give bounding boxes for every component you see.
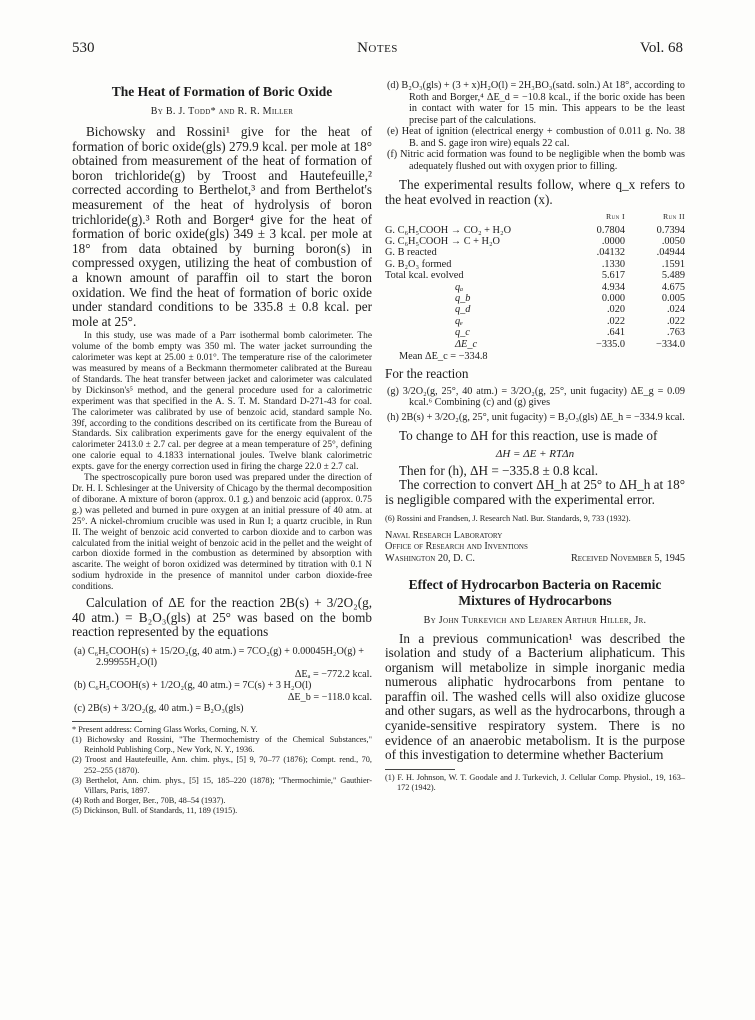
change-paragraph: To change to ΔH for this reaction, use is made of — [399, 428, 658, 444]
table-row: q_c .641 .763 — [455, 327, 685, 339]
article2-paragraph: In a previous communication¹ was described the isolation and study of a Bacterium aliphaticum. This organism will metabolize in simple inorganic media numerous aliphatic hydrocarbons from pentane to paraffin oil. The washed cells will also oxidize glucose and other sugars, as well as the hydrocarbons, through a cyanide-sensitive respiratory system. There is no evidence of an anaerobic metabolism. It is the purpose of this investigation to determine whether Bacterium — [385, 630, 685, 763]
footnote: (4) Roth and Borger, Ber., 70B, 48–54 (1937). — [72, 796, 226, 806]
running-title: Notes — [357, 40, 398, 56]
equation-e: (e) Heat of ignition (electrical energy + combustion of 0.011 g. No. 38 B. and S. gage iron wire) equals 22 cal. — [387, 126, 685, 149]
page-header — [72, 40, 683, 62]
equation-b: (b) C₆H₅COOH(s) + 1/2O₂(g, 40 atm.) = 7C(s) + 3 H₂O(l) — [74, 680, 312, 692]
method-paragraph: In this study, use was made of a Parr isothermal bomb calorimeter. The volume of the bomb empty was 350 ml. The water jacket surrounding the calorimeter was kept at 25.00 ± 0.01°. The temperature rise of the calorimeter was measured by means of a Beckmann thermometer calibrated at the Bureau of Standards. The heat transfer between jacket and calorimeter was calculated by Dickinson's⁵ method, and the general procedure used for a calorimetric experiment was that specified in the A. S. T. M. Standard D-271-43 for coal. The calorimeter was calibrated by use of benzoic acid, standard sample No. 39f, according to the conditions described on its certificate from the Bureau of Standards. Six calibration experiments gave for the energy equivalent of the calorimeter 2413.0 ± 2.7 cal. per degree at a mean temperature of 25°, defining one calorie equal to 4.1833 international joules. Twelve blank calorimetric expts. gave for the energy correction used in firing the charge 22.0 ± 2.7 cal. — [72, 331, 372, 473]
equation-list — [72, 646, 372, 715]
article2-byline: By John Turkevich and Lejaren Arthur Hiller, Jr. — [423, 614, 647, 626]
footnote: * Present address: Corning Glass Works, Corning, N. Y. — [72, 724, 258, 734]
footnote: (1) F. H. Johnson, W. T. Goodale and J. Turkevich, J. Cellular Comp. Physiol., 19, 163–172 (1942). — [385, 772, 685, 793]
reaction-list — [385, 80, 685, 172]
equation-g: (g) 3/2O₂(g, 25°, 40 atm.) = 3/2O₂(g, 25°, unit fugacity) ΔE_g = 0.09 kcal.⁶ Combining (c) and (g) gives — [387, 385, 685, 409]
footnotes — [72, 725, 372, 817]
table-row: ΔE_c −335.0 −334.0 — [455, 338, 685, 350]
article2-title: Effect of Hydrocarbon Bacteria on Racemic Mixtures of Hydrocarbons — [408, 576, 662, 608]
footnote: (1) Bichowsky and Rossini, "The Thermochemistry of the Chemical Substances," Reinhold Publishing Corp., New York, N. Y., 1936. — [72, 735, 372, 755]
equation-a: (a) C₆H₅COOH(s) + 15/2O₂(g, 40 atm.) = 7CO₂(g) + 0.00045H₂O(g) + 2.99955H₂O(l) — [74, 645, 365, 669]
table-row: G. B reacted .04132 .04944 — [385, 247, 685, 259]
materials-paragraph: The spectroscopically pure boron used was prepared under the direction of Dr. H. I. Schlesinger at the University of Chicago by the thermal decomposition of diborane. A mixture of boron (approx. 0.1 g.) and benzoic acid (approx. 0.75 g.) was pelleted and burned in pure oxygen at an initial pressure of 40 atm. at 25°. A nickel-chromium crucible was used in Run I; a quartz crucible, in Run II. The weight of benzoic acid converted to carbon dioxide and to carbon was calculated from the initial weight of benzoic acid in the pellet and the weight of carbon dioxide formed in the combustion as determined by absorption with ascarite. The weight of boron oxidized was determined by titration with 0.1 N sodium hydroxide in the presence of mannitol under carbon dioxide-free conditions. — [72, 473, 372, 593]
footnote: (6) Rossini and Frandsen, J. Research Natl. Bur. Standards, 9, 733 (1932). — [385, 513, 631, 523]
equation-d: (d) B₂O₃(gls) + (3 + x)H₂O(l) = 2H₃BO₃(satd. soln.) At 18°, according to Roth and Borger,⁴ ΔE_d = −10.8 kcal., if the boric oxide has been in contact with water for 15 min. This appears to be the least precise part of the calculations. — [387, 80, 685, 126]
results-table — [385, 211, 685, 350]
footnote: (5) Dickinson, Bull. of Standards, 11, 189 (1915). — [72, 806, 238, 816]
table-row: qₐ 4.934 4.675 — [455, 281, 685, 293]
left-column — [72, 84, 372, 817]
table-row: q_d .020 .024 — [455, 304, 685, 316]
calculation-paragraph: Calculation of ΔE for the reaction 2B(s) + 3/2O₂(g, 40 atm.) = B₂O₃(gls) at 25° was based on the bomb reaction represented by the equations — [72, 595, 372, 640]
right-column — [385, 80, 685, 793]
article-byline: By B. J. Todd* and R. R. Miller — [150, 106, 294, 117]
table-row: qₑ .022 .022 — [455, 315, 685, 327]
correction-paragraph: The correction to convert ΔH_h at 25° to ΔH_h at 18° is negligible compared with the experimental error. — [385, 477, 685, 507]
volume-label: Vol. 68 — [639, 40, 683, 56]
table-row: G. C₆H₅COOH → C + H₂O .0000 .0050 — [385, 236, 685, 247]
footnote: (3) Berthelot, Ann. chim. phys., [5] 15, 185–220 (1878); "Thermochimie," Gauthier-Villars, Paris, 1897. — [72, 775, 372, 796]
equation-f: (f) Nitric acid formation was found to be negligible when the bomb was adequately flushed out with oxygen prior to filling. — [387, 149, 685, 172]
results-intro: The experimental results follow, where q_x refers to the heat evolved in reaction (x). — [385, 177, 685, 207]
affiliation-line: Washington 20, D. C. — [385, 552, 475, 564]
table-row: G. C₆H₅COOH → CO₂ + H₂O 0.7804 0.7394 — [385, 224, 685, 236]
affiliation — [385, 530, 685, 565]
affiliation-line: Office of Research and Inventions — [385, 541, 528, 553]
footnote-rule — [72, 721, 142, 722]
equation-c: (c) 2B(s) + 3/2O₂(g, 40 atm.) = B₂O₃(gls) — [74, 703, 244, 715]
article-title: The Heat of Formation of Boric Oxide — [111, 84, 333, 99]
result-paragraph: Then for (h), ΔH = −335.8 ± 0.8 kcal. — [399, 462, 599, 478]
formula: ΔH = ΔE + RTΔn — [495, 447, 575, 460]
col-header-run1: Run I — [606, 212, 625, 222]
affiliation-line: Naval Research Laboratory — [385, 529, 503, 541]
table-row: Total kcal. evolved 5.617 5.489 — [385, 270, 685, 282]
intro-paragraph: Bichowsky and Rossini¹ give for the heat of formation of boric oxide(gls) 279.9 kcal. per mole at 18° obtained from measurement of the heat of formation of boron trichloride(g) by Troost and Hautefeuille,² corrected according to Berthelot,³ and from Berthelot's measurement of the heat of hydrolysis of boron trichloride(g).³ Roth and Borger⁴ give for the heat of formation of boric oxide(gls) 349 ± 3 kcal. per mole at 18° from data obtained by burning boron(s) in compressed oxygen, utilizing the heat of combustion of a known amount of paraffin oil to start the boron oxidation. We find the heat of formation of boric oxide under standard conditions to be 335.8 ± 0.8 kcal. per mole at 25°. — [72, 124, 372, 329]
equation-b-energy: ΔE_b = −118.0 kcal. — [287, 691, 372, 703]
footnote-rule — [385, 769, 455, 770]
equation-a-energy: ΔEₐ = −772.2 kcal. — [294, 668, 372, 680]
footnote: (2) Troost and Hautefeuille, Ann. chim. phys., [5] 9, 70–77 (1876); Compt. rend., 70, 252–255 (1870). — [72, 755, 372, 775]
equation-list-2 — [385, 386, 685, 424]
col-header-run2: Run II — [663, 212, 685, 222]
received-date: Received November 5, 1945 — [571, 552, 685, 564]
table-row: q_b 0.000 0.005 — [455, 293, 685, 305]
mean-value: Mean ΔE_c = −334.8 — [399, 351, 488, 363]
for-reaction: For the reaction — [385, 366, 469, 382]
equation-h: (h) 2B(s) + 3/2O₂(g, 25°, unit fugacity) = B₂O₃(gls) ΔE_h = −334.9 kcal. — [387, 411, 685, 423]
table-row: G. B₂O₃ formed .1330 .1591 — [385, 258, 685, 270]
page-number: 530 — [72, 40, 95, 56]
